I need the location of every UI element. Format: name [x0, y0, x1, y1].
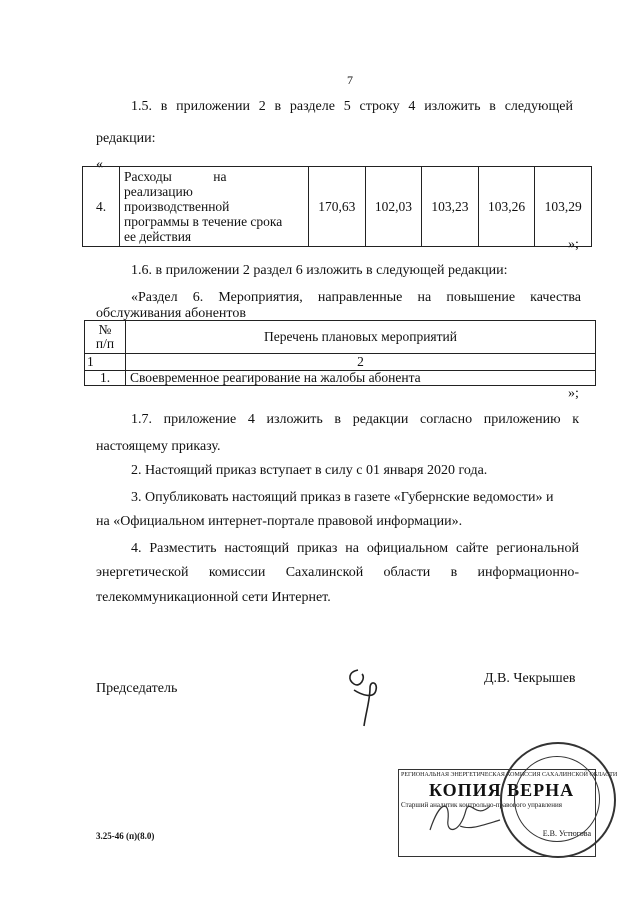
close-quote-1: »;: [568, 237, 579, 252]
item-1-7-line2: настоящему приказу.: [96, 439, 221, 454]
stamp-title: КОПИЯ ВЕРНА: [429, 780, 575, 800]
item-3-line2: на «Официальном интернет-портале правовой информации».: [96, 514, 463, 529]
stamp-signer: Е.В. Устюгова: [542, 829, 591, 838]
open-quote: «: [96, 157, 103, 172]
item-1-7-line1: 1.7. приложение 4 изложить в редакции согласно приложению к: [131, 412, 579, 427]
stamp-org-line: РЕГИОНАЛЬНАЯ ЭНЕРГЕТИЧЕСКАЯ КОМИССИЯ САХАЛИНСКОЙ ОБЛАСТИ: [401, 772, 618, 778]
value-cell: 103,29: [535, 167, 592, 247]
item-3-line1: 3. Опубликовать настоящий приказ в газете «Губернские ведомости» и: [131, 490, 554, 505]
row-number-cell: 4.: [83, 167, 120, 247]
section-6-line1: «Раздел 6. Мероприятия, направленные на повышение качества: [131, 290, 581, 305]
table-row: [85, 371, 596, 386]
header-title-cell: Перечень плановых мероприятий: [126, 321, 596, 354]
table-row: [83, 167, 592, 247]
stamp-signature: [420, 790, 510, 840]
table-header-row: [85, 321, 596, 354]
handwritten-signature: [340, 660, 400, 730]
page-number: 7: [347, 73, 353, 87]
table-index-row: [85, 354, 596, 371]
item-1-6: 1.6. в приложении 2 раздел 6 изложить в следующей редакции:: [131, 263, 508, 278]
header-number-line1: №: [98, 322, 112, 337]
value-cell: 103,26: [478, 167, 535, 247]
close-quote-2: »;: [568, 386, 579, 401]
desc-line-2: производственной: [124, 199, 230, 214]
value-cell: 102,03: [365, 167, 422, 247]
signature-name: Д.В. Чекрышев: [484, 671, 576, 686]
description-cell: [120, 167, 309, 247]
item-1-5-line2: редакции:: [96, 131, 156, 146]
value-cell: 103,23: [422, 167, 479, 247]
section-6-line2: обслуживания абонентов: [96, 306, 246, 321]
measure-cell: Своевременное реагирование на жалобы абонента: [126, 371, 596, 386]
signature-role: Председатель: [96, 681, 178, 696]
footer-code: 3.25-46 (п)(8.0): [96, 831, 155, 841]
item-4-line1: 4. Разместить настоящий приказ на официальном сайте региональной: [131, 541, 579, 556]
index-cell-2: 2: [126, 354, 596, 371]
item-1-5-line1: 1.5. в приложении 2 в разделе 5 строку 4 изложить в следующей: [131, 99, 573, 114]
item-4-line3: телекоммуникационной сети Интернет.: [96, 590, 331, 605]
expenses-table: [82, 166, 592, 247]
index-cell-1: 1: [85, 354, 126, 371]
header-number-cell: [85, 321, 126, 354]
header-number-line2: п/п: [95, 336, 115, 351]
stamp-position: Старший аналитик контрольно-правового управления: [401, 801, 562, 809]
official-seal: [500, 742, 616, 858]
item-4-line2: энергетической комиссии Сахалинской области в информационно-: [96, 565, 579, 580]
desc-line-1: [124, 169, 304, 199]
desc-line-3: программы в течение срока: [124, 214, 283, 229]
seal-inner-ring: [514, 756, 600, 842]
desc-line-4: ее действия: [124, 229, 192, 244]
measures-table: [84, 320, 596, 386]
value-cell: 170,63: [309, 167, 366, 247]
row-number-cell: 1.: [85, 371, 126, 386]
desc-line-1-text: Расходы на реализацию: [124, 169, 227, 199]
item-2: 2. Настоящий приказ вступает в силу с 01 января 2020 года.: [131, 463, 488, 478]
